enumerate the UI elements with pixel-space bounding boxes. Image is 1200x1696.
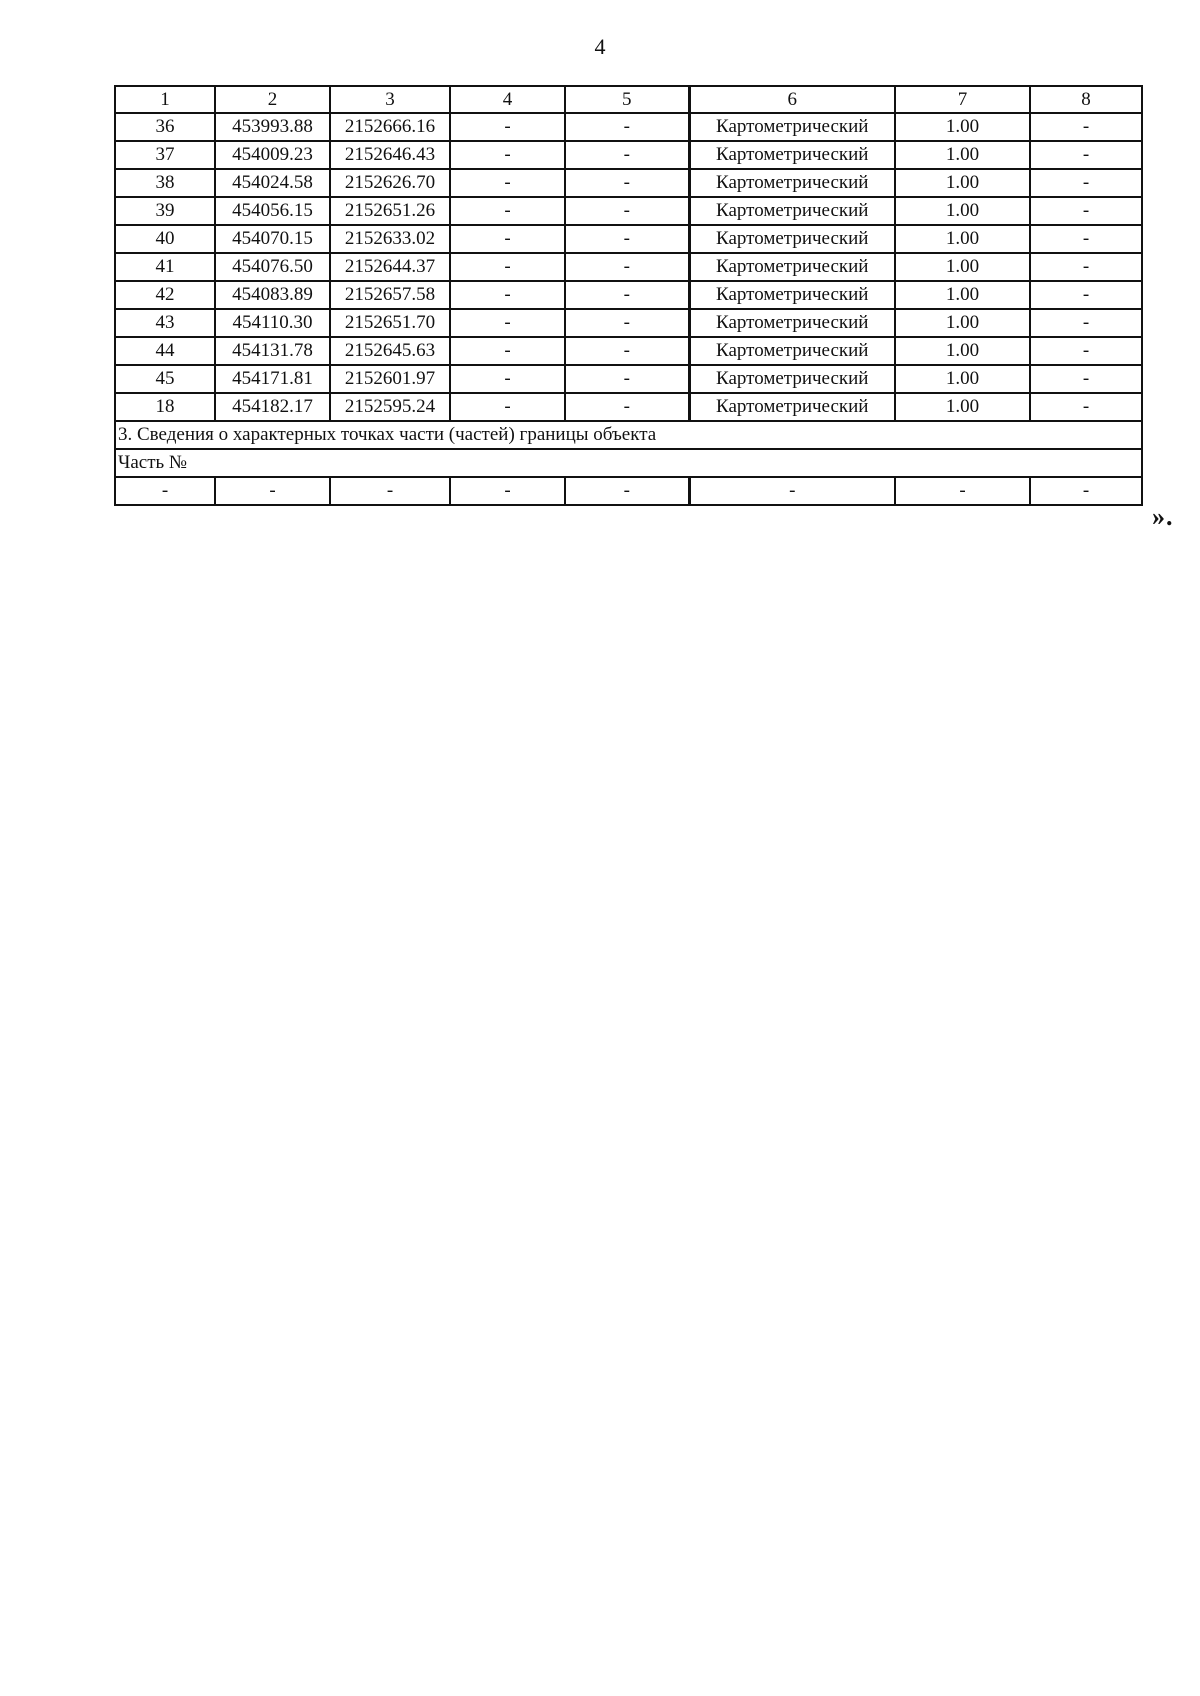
accuracy-cell: 1.00 [895, 225, 1030, 253]
accuracy-cell: 1.00 [895, 197, 1030, 225]
column-number: 7 [895, 86, 1030, 113]
method-cell: - [689, 477, 895, 505]
col4-cell: - [450, 253, 565, 281]
col4-cell: - [450, 113, 565, 141]
accuracy-cell: 1.00 [895, 365, 1030, 393]
y-coordinate-cell: 2152646.43 [330, 141, 450, 169]
col4-cell: - [450, 225, 565, 253]
point-number-cell: 36 [115, 113, 215, 141]
accuracy-cell: 1.00 [895, 393, 1030, 421]
column-number: 6 [689, 86, 895, 113]
col5-cell: - [565, 253, 689, 281]
col4-cell: - [450, 365, 565, 393]
col5-cell: - [565, 309, 689, 337]
part-label: Часть № [115, 449, 1142, 477]
y-coordinate-cell: 2152626.70 [330, 169, 450, 197]
point-number-cell: 42 [115, 281, 215, 309]
table-row [115, 309, 1142, 337]
closing-quote: ». [1152, 502, 1174, 531]
table-row [115, 169, 1142, 197]
col8-cell: - [1030, 281, 1142, 309]
col5-cell: - [565, 365, 689, 393]
coordinates-table [114, 85, 1143, 506]
point-number-cell: 18 [115, 393, 215, 421]
method-cell: Картометрический [689, 393, 895, 421]
method-cell: Картометрический [689, 337, 895, 365]
col5-cell: - [565, 169, 689, 197]
table-row [115, 141, 1142, 169]
col8-cell: - [1030, 365, 1142, 393]
y-coordinate-cell: 2152645.63 [330, 337, 450, 365]
column-number-row [115, 86, 1142, 113]
x-coordinate-cell: 454024.58 [215, 169, 330, 197]
point-number-cell: - [115, 477, 215, 505]
accuracy-cell: 1.00 [895, 281, 1030, 309]
col5-cell: - [565, 113, 689, 141]
col8-cell: - [1030, 197, 1142, 225]
table-row [115, 337, 1142, 365]
point-number-cell: 37 [115, 141, 215, 169]
x-coordinate-cell: - [215, 477, 330, 505]
point-number-cell: 38 [115, 169, 215, 197]
method-cell: Картометрический [689, 365, 895, 393]
y-coordinate-cell: 2152651.70 [330, 309, 450, 337]
x-coordinate-cell: 454131.78 [215, 337, 330, 365]
table-row [115, 365, 1142, 393]
col4-cell: - [450, 393, 565, 421]
col4-cell: - [450, 169, 565, 197]
method-cell: Картометрический [689, 309, 895, 337]
method-cell: Картометрический [689, 281, 895, 309]
table-row [115, 197, 1142, 225]
column-number: 8 [1030, 86, 1142, 113]
y-coordinate-cell: 2152651.26 [330, 197, 450, 225]
method-cell: Картометрический [689, 141, 895, 169]
accuracy-cell: 1.00 [895, 309, 1030, 337]
col4-cell: - [450, 197, 565, 225]
accuracy-cell: 1.00 [895, 337, 1030, 365]
y-coordinate-cell: 2152633.02 [330, 225, 450, 253]
method-cell: Картометрический [689, 225, 895, 253]
point-number-cell: 41 [115, 253, 215, 281]
col5-cell: - [565, 197, 689, 225]
col5-cell: - [565, 477, 689, 505]
col8-cell: - [1030, 393, 1142, 421]
column-number: 3 [330, 86, 450, 113]
x-coordinate-cell: 454076.50 [215, 253, 330, 281]
x-coordinate-cell: 454070.15 [215, 225, 330, 253]
accuracy-cell: 1.00 [895, 253, 1030, 281]
col4-cell: - [450, 309, 565, 337]
table-row [115, 253, 1142, 281]
col5-cell: - [565, 225, 689, 253]
point-number-cell: 40 [115, 225, 215, 253]
empty-part-row [115, 477, 1142, 505]
x-coordinate-cell: 454009.23 [215, 141, 330, 169]
x-coordinate-cell: 454110.30 [215, 309, 330, 337]
method-cell: Картометрический [689, 197, 895, 225]
section-title-row [115, 421, 1142, 449]
accuracy-cell: 1.00 [895, 169, 1030, 197]
point-number-cell: 39 [115, 197, 215, 225]
col5-cell: - [565, 281, 689, 309]
col8-cell: - [1030, 169, 1142, 197]
point-number-cell: 45 [115, 365, 215, 393]
col5-cell: - [565, 393, 689, 421]
method-cell: Картометрический [689, 253, 895, 281]
col4-cell: - [450, 281, 565, 309]
x-coordinate-cell: 453993.88 [215, 113, 330, 141]
accuracy-cell: - [895, 477, 1030, 505]
accuracy-cell: 1.00 [895, 113, 1030, 141]
method-cell: Картометрический [689, 169, 895, 197]
column-number: 5 [565, 86, 689, 113]
x-coordinate-cell: 454182.17 [215, 393, 330, 421]
table-row [115, 281, 1142, 309]
part-label-row [115, 449, 1142, 477]
col8-cell: - [1030, 253, 1142, 281]
page-number: 4 [594, 34, 606, 59]
y-coordinate-cell: 2152595.24 [330, 393, 450, 421]
col5-cell: - [565, 337, 689, 365]
column-number: 2 [215, 86, 330, 113]
column-number: 4 [450, 86, 565, 113]
x-coordinate-cell: 454056.15 [215, 197, 330, 225]
column-number: 1 [115, 86, 215, 113]
col5-cell: - [565, 141, 689, 169]
y-coordinate-cell: 2152601.97 [330, 365, 450, 393]
col8-cell: - [1030, 141, 1142, 169]
x-coordinate-cell: 454171.81 [215, 365, 330, 393]
col8-cell: - [1030, 225, 1142, 253]
col8-cell: - [1030, 337, 1142, 365]
y-coordinate-cell: - [330, 477, 450, 505]
col8-cell: - [1030, 309, 1142, 337]
y-coordinate-cell: 2152666.16 [330, 113, 450, 141]
section-title: 3. Сведения о характерных точках части (частей) границы объекта [115, 421, 1142, 449]
col8-cell: - [1030, 477, 1142, 505]
x-coordinate-cell: 454083.89 [215, 281, 330, 309]
col4-cell: - [450, 477, 565, 505]
accuracy-cell: 1.00 [895, 141, 1030, 169]
table-row [115, 225, 1142, 253]
y-coordinate-cell: 2152657.58 [330, 281, 450, 309]
col4-cell: - [450, 141, 565, 169]
table-row [115, 113, 1142, 141]
point-number-cell: 43 [115, 309, 215, 337]
y-coordinate-cell: 2152644.37 [330, 253, 450, 281]
col4-cell: - [450, 337, 565, 365]
method-cell: Картометрический [689, 113, 895, 141]
point-number-cell: 44 [115, 337, 215, 365]
col8-cell: - [1030, 113, 1142, 141]
table-row [115, 393, 1142, 421]
